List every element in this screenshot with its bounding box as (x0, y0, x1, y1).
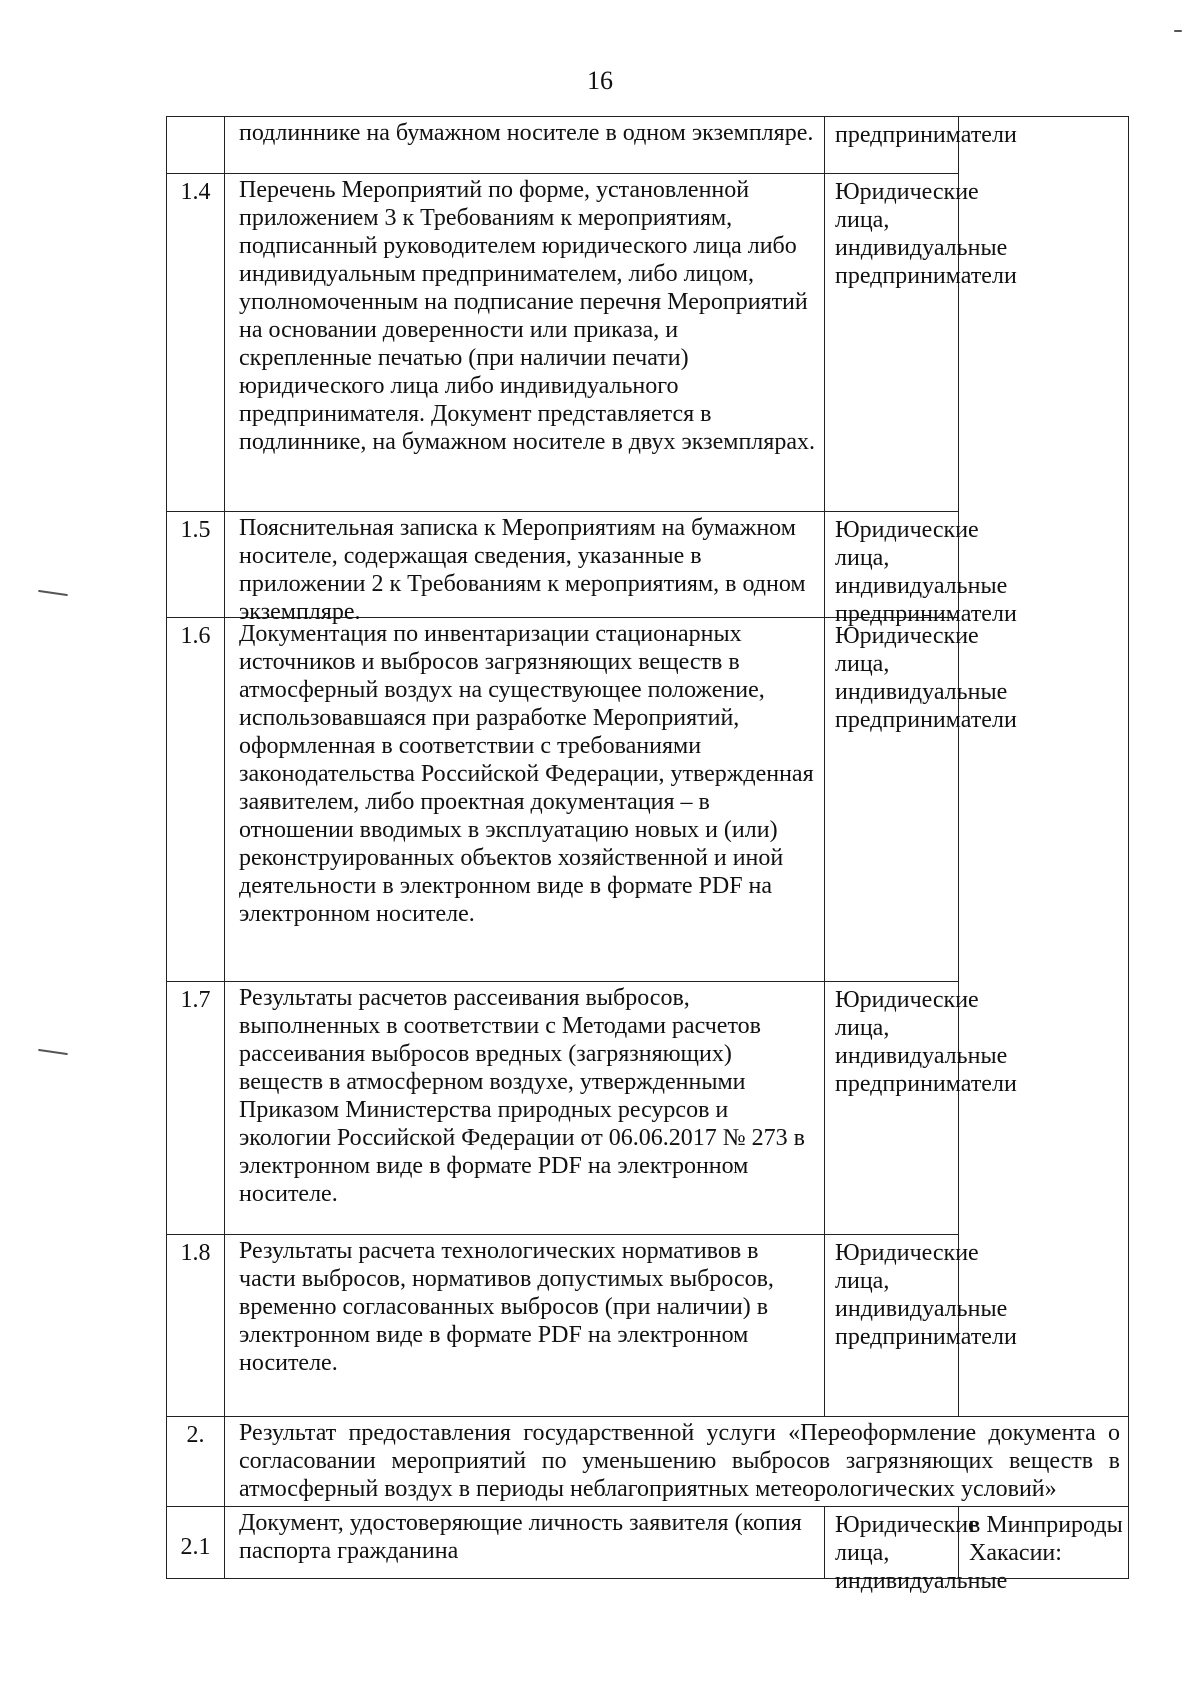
right-empty-cell (959, 117, 1129, 1417)
section-title: Результат предоставления государственной услуги «Переоформление документа о согласовании мероприятий по уменьшению выбросов загрязняющих веществ в атмосферный воздух в периоды неблагоприятных метеорологических условий» (225, 1417, 1129, 1507)
page-number: 16 (587, 66, 613, 95)
row-text: Результаты расчета технологических нормативов в части выбросов, нормативов допустимых выбросов, временно согласованных выбросов (при наличии) в электронном виде в формате PDF на электронном носителе. (225, 1235, 825, 1417)
row-applicant: Юридические лица, индивидуальные предприниматели (825, 174, 959, 512)
row-text: Перечень Мероприятий по форме, установленной приложением 3 к Требованиям к мероприятиям, подписанный руководителем юридического лица либо индивидуальным предпринимателем, либо лицом, уполномоченным на подписание перечня Мероприятий на основании доверенности или приказа, и скрепленные печатью (при наличии печати) юридического лица либо индивидуального предпринимателя. Документ представляется в подлиннике, на бумажном носителе в двух экземплярах. (225, 174, 825, 512)
row-number: 1.5 (167, 512, 225, 618)
row-applicant: Юридические лица, индивидуальные предприниматели (825, 1235, 959, 1417)
row-location: в Минприроды Хакасии: (959, 1507, 1129, 1579)
row-applicant: Юридические лица, индивидуальные предприниматели (825, 512, 959, 618)
row-number: 1.6 (167, 618, 225, 982)
scan-mark (38, 590, 68, 596)
row-applicant: Юридические лица, индивидуальные (825, 1507, 959, 1579)
scan-mark (1174, 30, 1182, 32)
row-number: 1.7 (167, 982, 225, 1235)
row-applicant: Юридические лица, индивидуальные предприниматели (825, 982, 959, 1235)
row-number: 1.4 (167, 174, 225, 512)
row-number (167, 117, 225, 174)
row-applicant: предприниматели (825, 117, 959, 174)
scan-mark (38, 1049, 68, 1055)
row-text: Документ, удостоверяющие личность заявителя (копия паспорта гражданина (225, 1507, 825, 1579)
row-text: Пояснительная записка к Мероприятиям на бумажном носителе, содержащая сведения, указанные в приложении 2 к Требованиям к мероприятиям, в одном экземпляре. (225, 512, 825, 618)
row-text: подлиннике на бумажном носителе в одном экземпляре. (225, 117, 825, 174)
row-text: Документация по инвентаризации стационарных источников и выбросов загрязняющих веществ в атмосферный воздух на существующее положение, использовавшаяся при разработке Мероприятий, оформленная в соответствии с требованиями законодательства Российской Федерации, утвержденная заявителем, либо проектная документация – в отношении вводимых в эксплуатацию новых и (или) реконструированных объектов хозяйственной и иной деятельности в электронном виде в формате PDF на электронном носителе. (225, 618, 825, 982)
row-number: 2.1 (167, 1507, 225, 1579)
row-number: 1.8 (167, 1235, 225, 1417)
documents-table (166, 116, 1129, 1594)
row-applicant: Юридические лица, индивидуальные предприниматели (825, 618, 959, 982)
row-text: Результаты расчетов рассеивания выбросов, выполненных в соответствии с Методами расчетов рассеивания выбросов вредных (загрязняющих) веществ в атмосферном воздухе, утвержденными Приказом Министерства природных ресурсов и экологии Российской Федерации от 06.06.2017 № 273 в электронном виде в формате PDF на электронном носителе. (225, 982, 825, 1235)
section-number: 2. (167, 1417, 225, 1507)
